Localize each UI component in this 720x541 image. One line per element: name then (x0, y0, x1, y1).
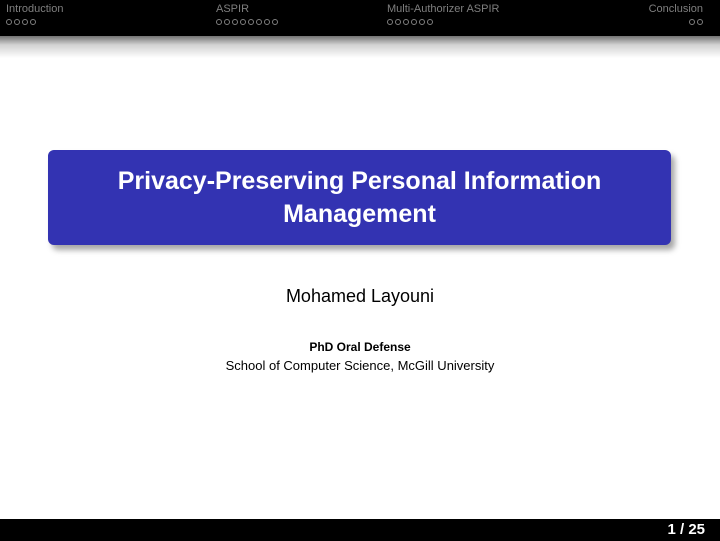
frame-dot[interactable] (387, 19, 393, 25)
nav-section-label: Conclusion (648, 3, 703, 15)
institute-name: School of Computer Science, McGill University (225, 358, 495, 373)
frame-dot[interactable] (216, 19, 222, 25)
frame-dot[interactable] (22, 19, 28, 25)
frame-dot[interactable] (6, 19, 12, 25)
event-name: PhD Oral Defense (309, 340, 411, 354)
frame-dot[interactable] (427, 19, 433, 25)
nav-section-label: ASPIR (216, 3, 250, 15)
navigation-bar (0, 0, 720, 36)
nav-dots (649, 19, 703, 25)
frame-dot[interactable] (419, 19, 425, 25)
slide-title: Privacy-Preserving Personal Information Management (117, 166, 602, 228)
frame-dot[interactable] (697, 19, 703, 25)
nav-section-multi-authorizer-aspir[interactable] (387, 3, 499, 33)
page-number: 1 / 25 (667, 521, 705, 538)
nav-section-introduction[interactable] (6, 3, 63, 33)
frame-dot[interactable] (14, 19, 20, 25)
frame-dot[interactable] (411, 19, 417, 25)
footer-bar (0, 519, 720, 541)
title-box (48, 150, 671, 245)
frame-dot[interactable] (689, 19, 695, 25)
nav-section-conclusion[interactable] (649, 3, 703, 33)
nav-section-label: Introduction (6, 3, 64, 15)
author-name: Mohamed Layouni (285, 286, 435, 306)
frame-dot[interactable] (232, 19, 238, 25)
frame-dot[interactable] (224, 19, 230, 25)
headline-shadow (0, 36, 720, 58)
frame-dot[interactable] (248, 19, 254, 25)
nav-section-label: Multi-Authorizer ASPIR (387, 3, 500, 15)
frame-dot[interactable] (272, 19, 278, 25)
nav-dots (6, 19, 63, 25)
frame-dot[interactable] (403, 19, 409, 25)
frame-dot[interactable] (395, 19, 401, 25)
nav-section-aspir[interactable] (216, 3, 278, 33)
frame-dot[interactable] (264, 19, 270, 25)
frame-dot[interactable] (30, 19, 36, 25)
nav-dots (216, 19, 278, 25)
nav-dots (387, 19, 499, 25)
frame-dot[interactable] (256, 19, 262, 25)
frame-dot[interactable] (240, 19, 246, 25)
